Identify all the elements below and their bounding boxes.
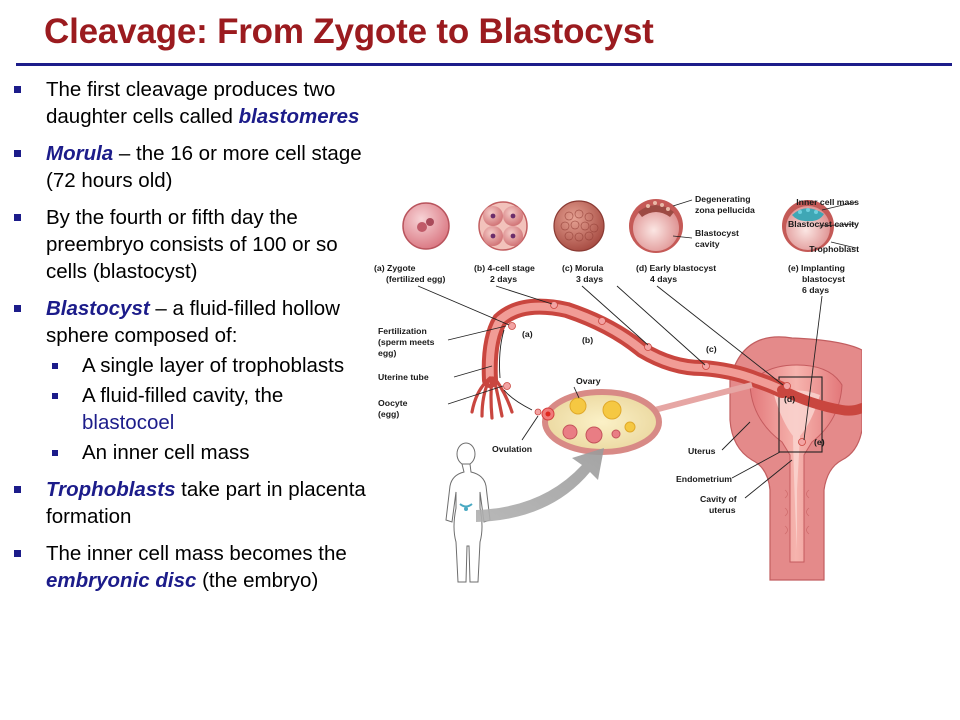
callout-oocyte-egg: (egg): [378, 409, 400, 419]
bullet-blastocyst: [10, 295, 370, 466]
marker-e: (e): [814, 437, 825, 447]
bullet-first-cleavage: [10, 76, 370, 130]
term-morula: Morula: [46, 142, 114, 165]
bullet-list: [10, 76, 370, 604]
stage-label-e: (e) Implanting: [788, 263, 845, 273]
stage-label-a-sub: (fertilized egg): [386, 274, 446, 284]
stage-label-b-sub: 2 days: [490, 274, 518, 284]
bullet-text: The inner cell mass becomes the: [46, 542, 347, 565]
stage-label-e-days: 6 days: [802, 285, 830, 295]
callout-inner-cell-mass: Inner cell mass: [796, 197, 859, 207]
stage-label-a: (a) Zygote: [374, 263, 416, 273]
bullet-text: – the 16 or more cell stage (72 hours old): [46, 142, 362, 192]
callout-cavity: cavity: [695, 239, 720, 249]
callout-blastocyst: Blastocyst: [695, 228, 739, 238]
callout-uterus: Uterus: [688, 446, 716, 456]
bullet-text: By the fourth or fifth day the preembryo consists of 100 or so cells (blastocyst): [46, 206, 338, 283]
bullet-inner-cell-mass: [10, 540, 370, 594]
callout-zona-pellucida: zona pellucida: [695, 205, 755, 215]
marker-b: (b): [582, 335, 594, 345]
callout-cavity-of: Cavity of: [700, 494, 737, 504]
term-trophoblasts: Trophoblasts: [46, 478, 176, 501]
stage-label-d-sub: 4 days: [650, 274, 678, 284]
marker-a: (a): [522, 329, 533, 339]
term-blastomeres: blastomeres: [238, 105, 360, 128]
bullet-text: (the embryo): [196, 569, 319, 592]
bullet-text: take part in placenta formation: [46, 478, 366, 528]
callout-uterus-cavity: uterus: [709, 505, 736, 515]
callout-endometrium: Endometrium: [676, 474, 732, 484]
cleavage-diagram: [372, 190, 862, 585]
sub-bullet-inner-cell-mass: [40, 439, 370, 466]
callout-sperm-meets: (sperm meets: [378, 337, 435, 347]
early-blastocyst: [629, 199, 683, 253]
callout-degenerating: Degenerating: [695, 194, 751, 204]
morula-cell: [554, 201, 604, 251]
sub-bullet-list: [46, 352, 370, 466]
sub-bullet-text: An inner cell mass: [82, 441, 250, 464]
bullet-text: The first cleavage produces two daughter cells called: [46, 78, 336, 128]
callout-trophoblast: Trophoblast: [809, 244, 859, 254]
bullet-trophoblasts: [10, 476, 370, 530]
sub-bullet-text: A single layer of trophoblasts: [82, 354, 345, 377]
zoom-arrow: [476, 448, 604, 522]
sub-bullet-cavity: [40, 382, 370, 436]
term-blastocyst: Blastocyst: [46, 297, 150, 320]
callout-egg: egg): [378, 348, 397, 358]
callout-uterine-tube: Uterine tube: [378, 372, 429, 382]
sub-bullet-trophoblasts: [40, 352, 370, 379]
zygote-cell: [403, 203, 449, 249]
sub-bullet-text: A fluid-filled cavity, the: [82, 384, 284, 407]
callout-ovary: Ovary: [576, 376, 601, 386]
bullet-morula: [10, 140, 370, 194]
bullet-fourth-fifth-day: [10, 204, 370, 285]
stage-label-e-sub: blastocyst: [802, 274, 845, 284]
stage-label-d: (d) Early blastocyst: [636, 263, 717, 273]
bullet-text: – a fluid-filled hollow sphere composed of:: [46, 297, 340, 347]
stage-label-b: (b) 4-cell stage: [474, 263, 535, 273]
title-underline: [16, 63, 952, 66]
term-embryonic-disc: embryonic disc: [46, 569, 197, 592]
term-blastocoel: blastocoel: [82, 411, 175, 434]
ovary-illustration: [542, 385, 752, 452]
stage-label-c: (c) Morula: [562, 263, 604, 273]
marker-c: (c): [706, 344, 717, 354]
four-cell-stage: [479, 202, 527, 250]
callout-fertilization: Fertilization: [378, 326, 427, 336]
slide-title: Cleavage: From Zygote to Blastocyst: [44, 12, 654, 51]
marker-d: (d): [784, 394, 796, 404]
stage-label-c-sub: 3 days: [576, 274, 604, 284]
callout-ovulation: Ovulation: [492, 444, 533, 454]
callout-oocyte: Oocyte: [378, 398, 408, 408]
callout-blastocyst-cavity: Blastocyst cavity: [788, 219, 859, 229]
